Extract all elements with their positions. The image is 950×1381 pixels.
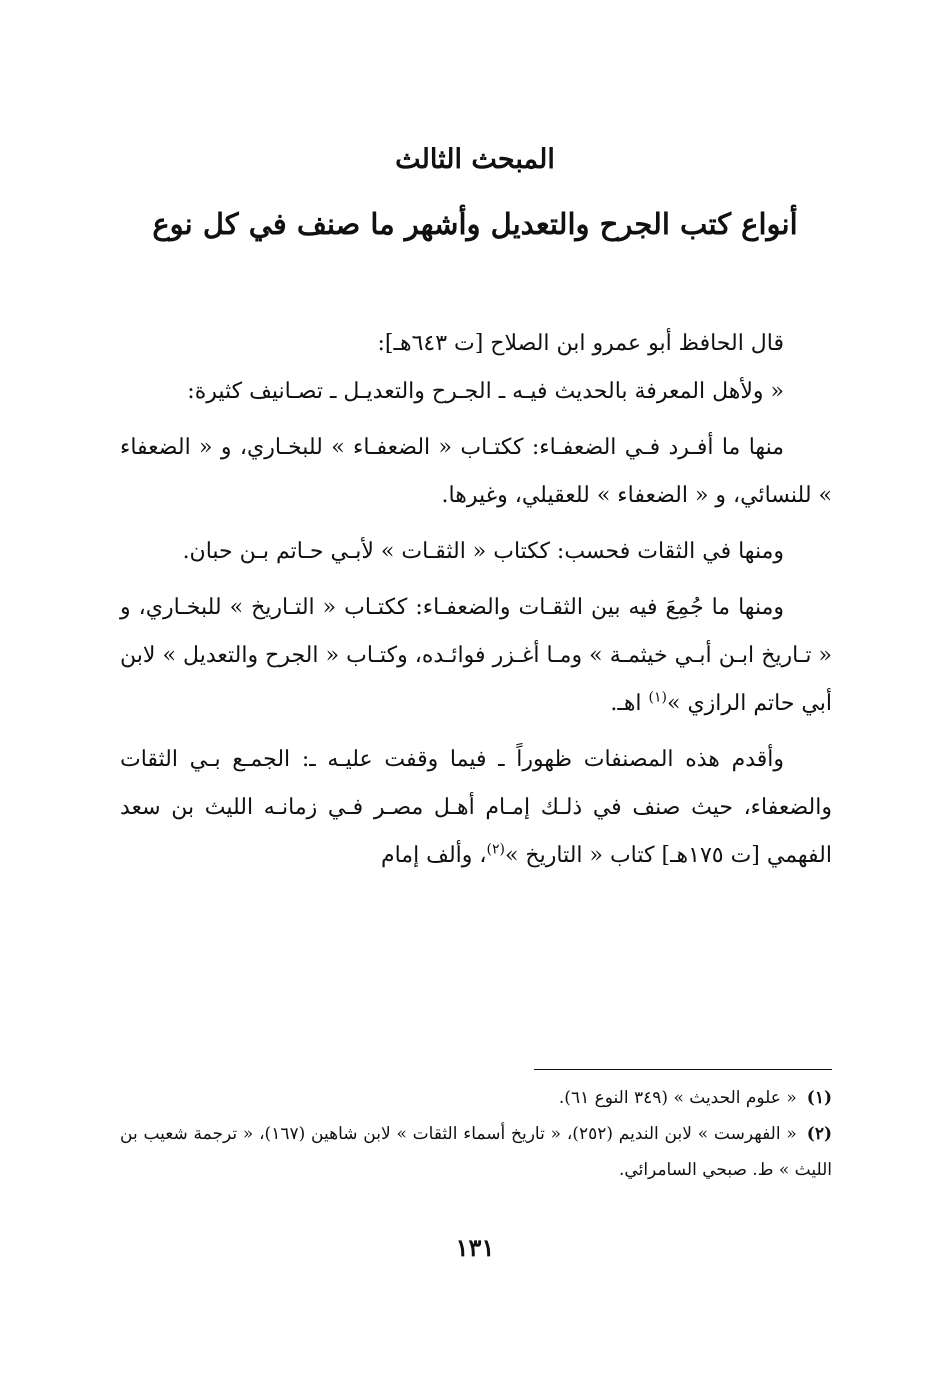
paragraph: منها ما أفـرد فـي الضعفـاء: ككتـاب « الضعفـاء » للبخـاري، و « الضعفاء » للنسائي، و « الضعفاء » للعقيلي، وغيرها. [120,435,832,508]
footnotes [120,1080,832,1188]
paragraph-text: ومنها ما جُمِعَ فيه بين الثقـات والضعفـاء: ككتـاب « التـاريخ » للبخـاري، و « تـاريخ ابـن أبـي خيثمـة » ومـا أغـزر فوائـده، وكتـاب « الجرح والتعديل » لابن أبي حاتم الرازي » [120,595,832,716]
footnote-text: « الفهرست » لابن النديم (٢٥٢)، « تاريخ أسماء الثقات » لابن شاهين (١٦٧)، « ترجمة شعيب بن الليث » ط. صبحي السامرائي. [120,1124,832,1180]
paragraph-text: وأقدم هذه المصنفات ظهوراً ـ فيما وقفت عليـه ـ: الجمـع بـي الثقات والضعفاء، حيث صنف في ذلـك إمـام أهـل مصـر فـي زمانـه الليث بن سعد الفهمي [ت ١٧٥هـ] كتاب « التاريخ » [120,747,832,868]
paragraph [120,584,832,728]
paragraph-text: اهـ. [610,691,642,716]
footnote-number: (١) [806,1088,832,1108]
chapter-heading: المبحث الثالث [395,144,555,175]
footnote-reference[interactable]: (١) [648,689,667,706]
paragraph: قال الحافظ أبو عمرو ابن الصلاح [ت ٦٤٣هـ]: [377,331,784,356]
footnote-reference[interactable]: (٢) [486,841,505,858]
footnote-number: (٢) [806,1124,832,1144]
footnote [120,1116,832,1188]
quote-opening: « ولأهل المعرفة بالحديث فيـه ـ الجـرح والتعديـل ـ تصـانيف كثيرة: [187,379,784,404]
footnote-text: « علوم الحديث » (٣٤٩ النوع ٦١). [558,1088,797,1108]
footnote-divider [534,1069,832,1070]
paragraph: ومنها في الثقات فحسب: ككتاب « الثقـات » لأبـي حـاتم بـن حبان. [182,539,784,564]
body-text [120,320,832,880]
footnote [120,1080,832,1116]
paragraph-text: ، وألف إمام [380,843,487,868]
paragraph [120,736,832,880]
page-number: ١٣١ [455,1233,495,1262]
chapter-title: أنواع كتب الجرح والتعديل وأشهر ما صنف في كل نوع [152,207,798,241]
